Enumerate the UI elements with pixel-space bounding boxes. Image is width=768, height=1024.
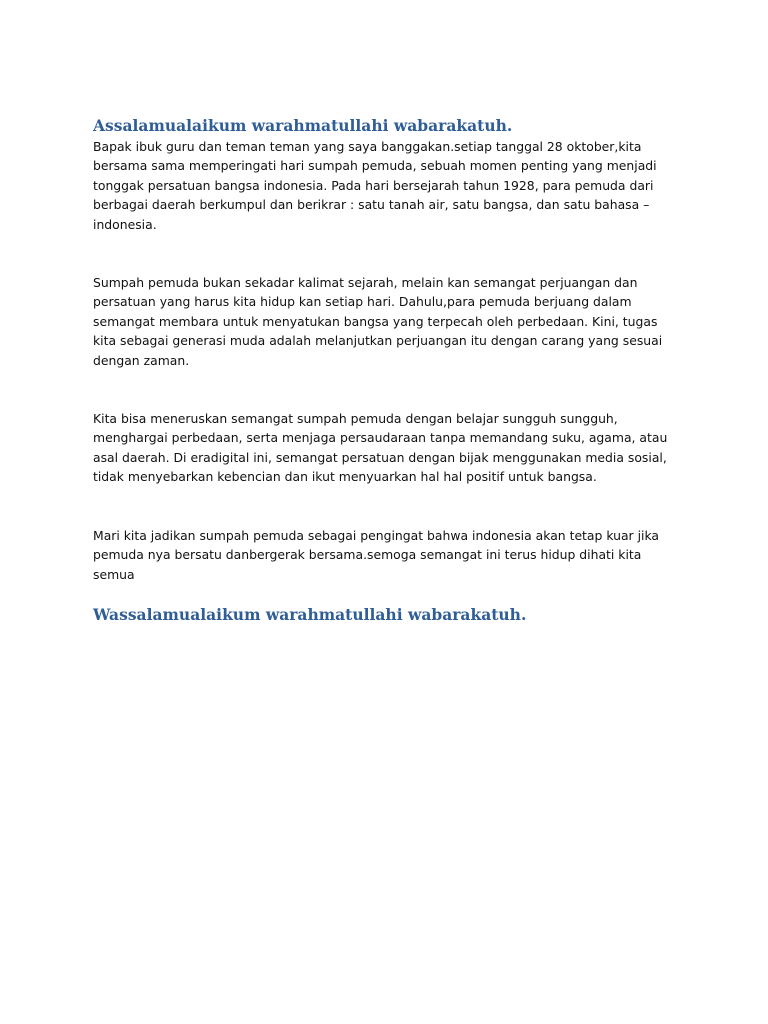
closing-greeting: Wassalamualaikum warahmatullahi wabarakatuh. — [93, 604, 527, 624]
paragraph-3: Kita bisa meneruskan semangat sumpah pemuda dengan belajar sungguh sungguh, menghargai perbedaan, serta menjaga persaudaraan tanpa memandang suku, agama, atau asal daerah. Di eradigital ini, semangat persatuan dengan bijak menggunakan media sosial, tidak menyebarkan kebencian dan ikut menyuarkan hal hal positif untuk bangsa. — [93, 411, 668, 485]
document-body — [93, 115, 678, 626]
paragraph-spacer — [93, 370, 678, 409]
paragraph-spacer — [93, 584, 678, 604]
paragraph-spacer — [93, 234, 678, 273]
paragraph-2: Sumpah pemuda bukan sekadar kalimat sejarah, melain kan semangat perjuangan dan persatuan yang harus kita hidup kan setiap hari. Dahulu,para pemuda berjuang dalam semangat membara untuk menyatukan bangsa yang terpecah oleh perbedaan. Kini, tugas kita sebagai generasi muda adalah melanjutkan perjuangan itu dengan carang yang sesuai dengan zaman. — [93, 275, 663, 368]
paragraph-1: Bapak ibuk guru dan teman teman yang saya banggakan.setiap tanggal 28 oktober,kita bersama sama memperingati hari sumpah pemuda, sebuah momen penting yang menjadi tonggak persatuan bangsa indonesia. Pada hari bersejarah tahun 1928, para pemuda dari berbagai daerah berkumpul dan berikrar : satu tanah air, satu bangsa, dan satu bahasa –indonesia. — [93, 139, 657, 232]
opening-greeting: Assalamualaikum warahmatullahi wabarakatuh. — [93, 116, 513, 135]
paragraph-spacer — [93, 487, 678, 526]
paragraph-4: Mari kita jadikan sumpah pemuda sebagai pengingat bahwa indonesia akan tetap kuar jika pemuda nya bersatu danbergerak bersama.semoga semangat ini terus hidup dihati kita semua — [93, 527, 660, 582]
